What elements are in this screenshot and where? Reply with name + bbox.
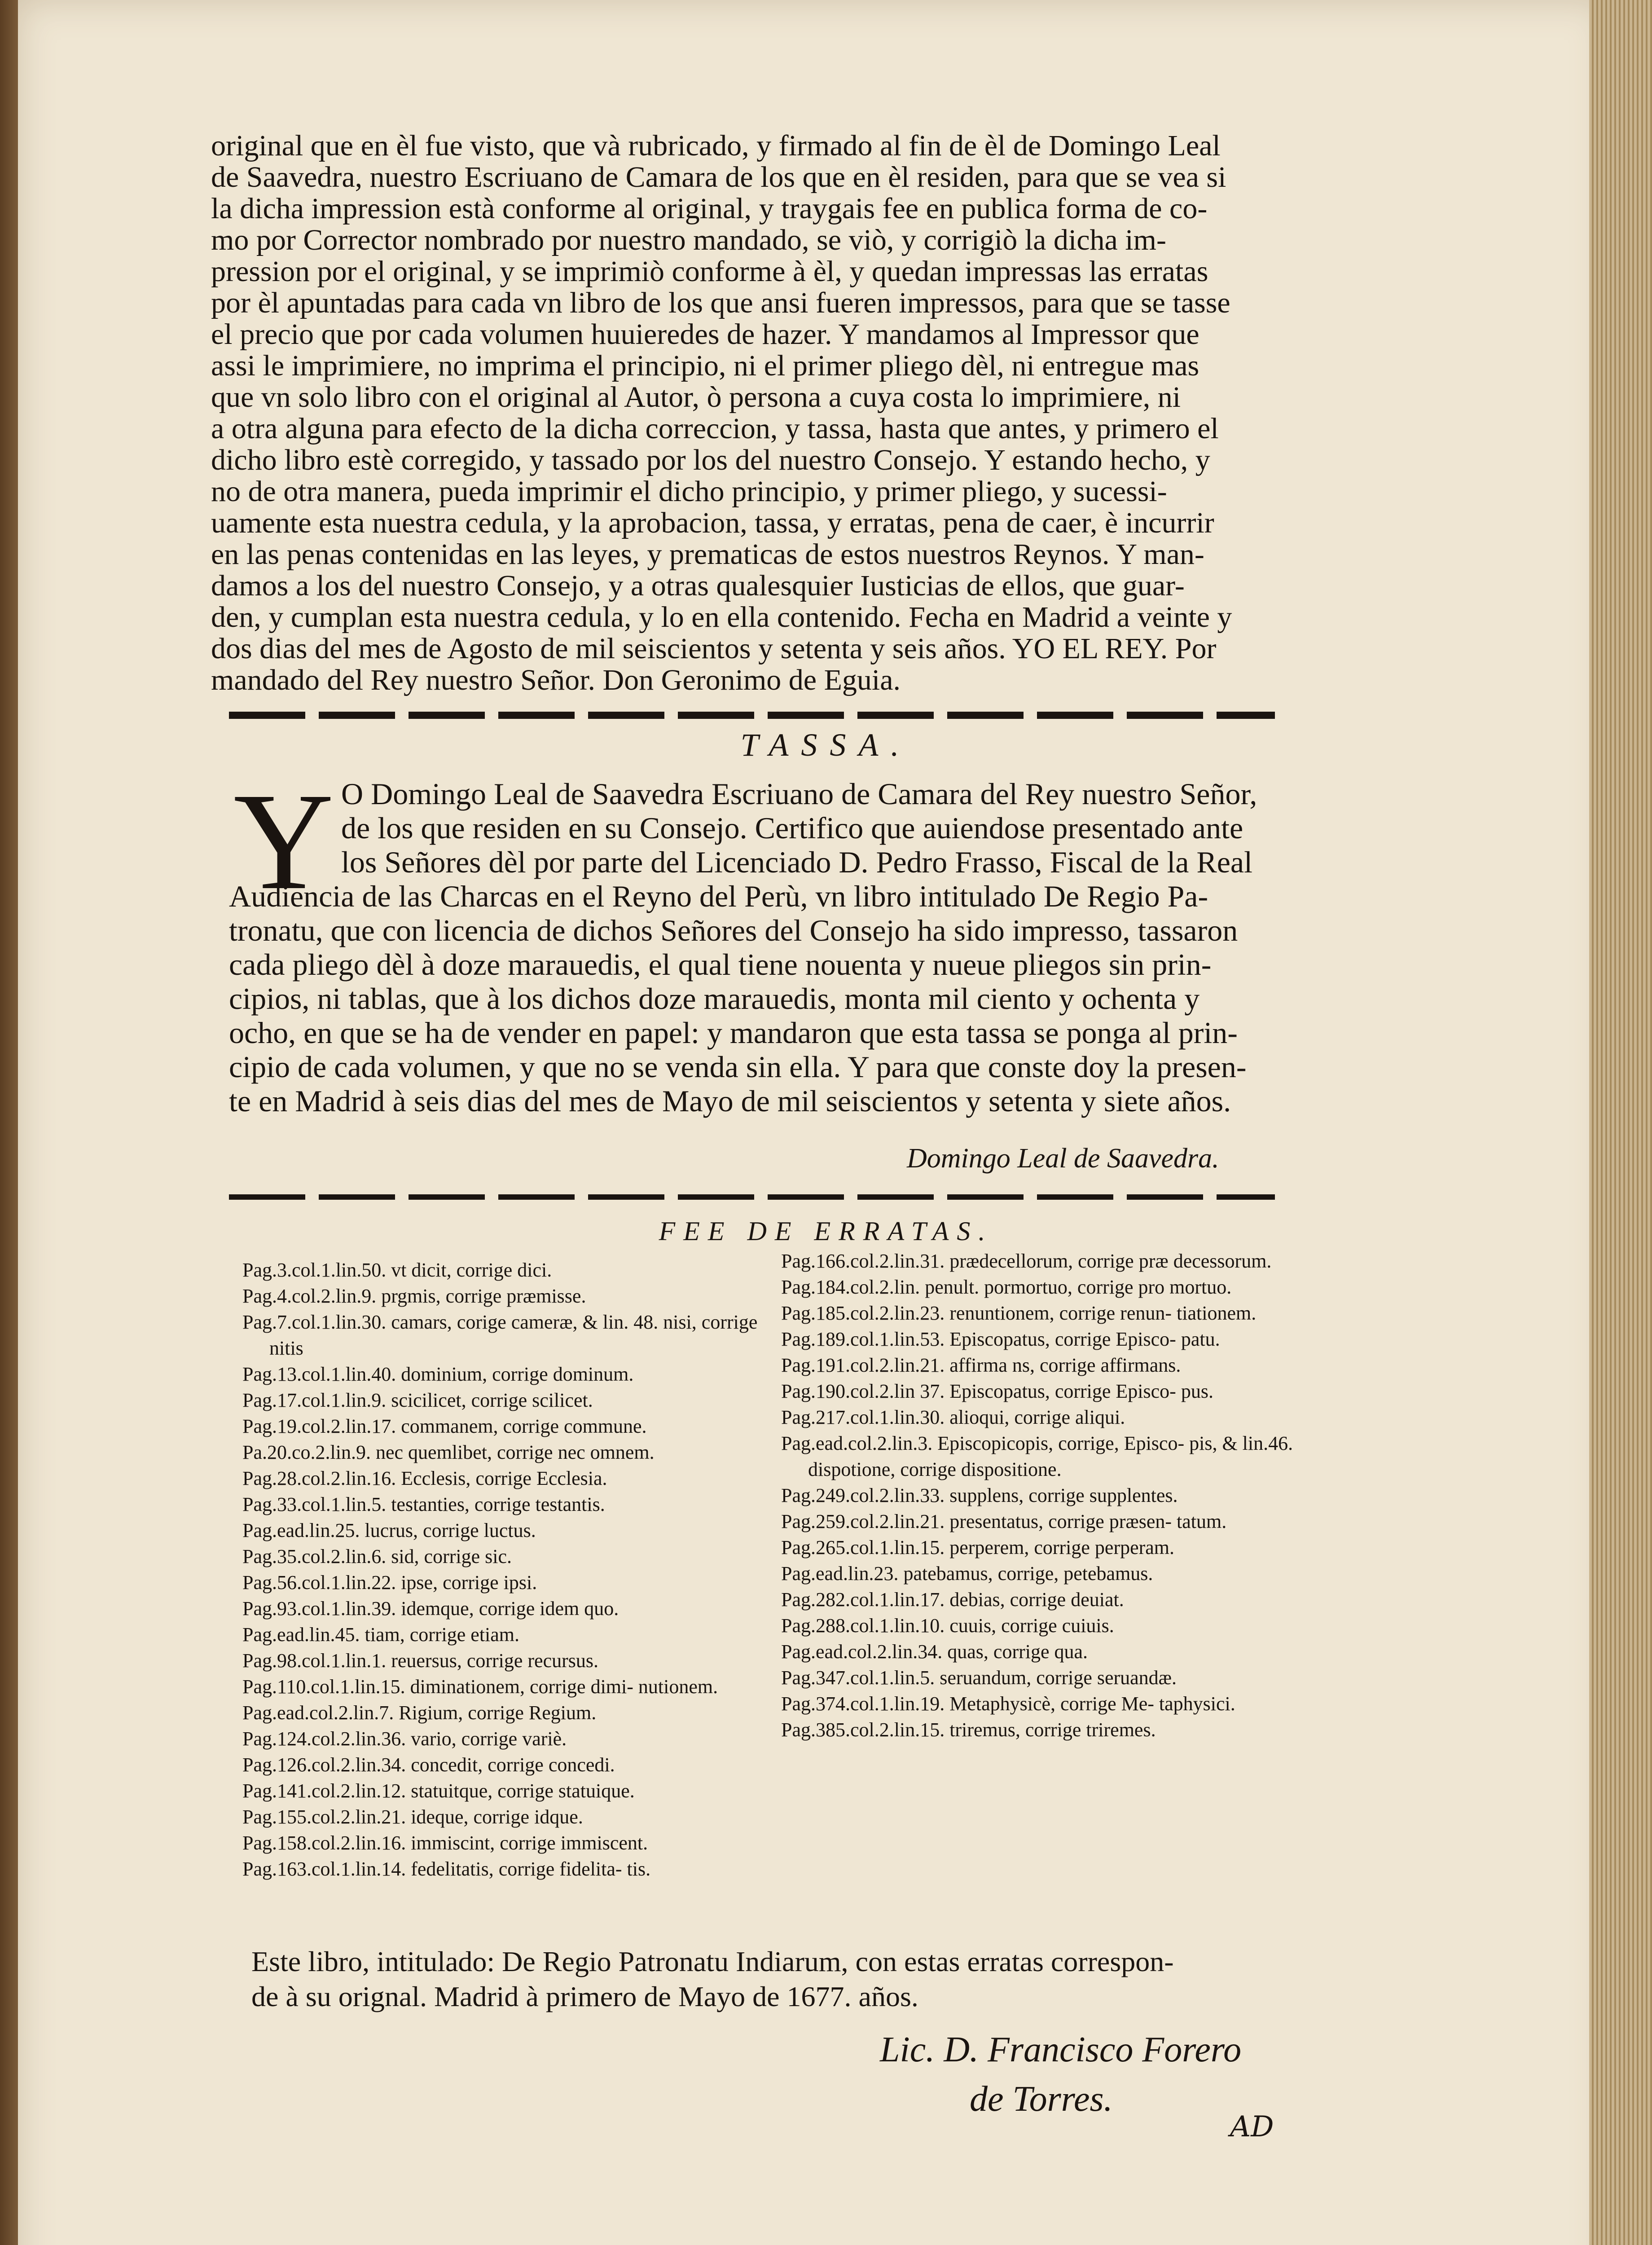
errata-item: Pag.141.col.2.lin.12. statuitque, corrige statuique. <box>242 1780 635 1802</box>
text-line: cipio de cada volumen, y que no se venda sin ella. Y para que conste doy la presen- <box>229 1050 1247 1084</box>
closing-statement <box>251 1944 1297 2014</box>
errata-item: Pag.374.col.1.lin.19. Metaphysicè, corrige Me- taphysici. <box>781 1693 1235 1715</box>
errata-item: Pag.185.col.2.lin.23. renuntionem, corrige renun- tiationem. <box>781 1302 1257 1324</box>
errata-item: Pag.ead.lin.25. lucrus, corrige luctus. <box>242 1519 536 1541</box>
errata-item: Pag.282.col.1.lin.17. debias, corrige deuiat. <box>781 1589 1124 1611</box>
errata-list-right <box>781 1248 1320 1743</box>
tassa-signature: Domingo Leal de Saavedra. <box>907 1143 1219 1174</box>
section-divider <box>229 1194 1275 1200</box>
errata-item: Pag.98.col.1.lin.1. reuersus, corrige recursus. <box>242 1650 599 1672</box>
text-line: mandado del Rey nuestro Señor. Don Geronimo de Eguia. <box>211 664 901 696</box>
errata-item: Pag.163.col.1.lin.14. fedelitatis, corrige fidelita- tis. <box>242 1858 651 1880</box>
errata-item: Pag.155.col.2.lin.21. ideque, corrige idque. <box>242 1806 583 1828</box>
text-line: pression por el original, y se imprimiò conforme à èl, y quedan impressas las erratas <box>211 255 1208 288</box>
text-line: original que en èl fue visto, que và rubricado, y firmado al fin de èl de Domingo Leal <box>211 129 1221 162</box>
catchword: AD <box>1230 2110 1274 2144</box>
text-line: la dicha impression està conforme al original, y traygais fee en publica forma de co- <box>211 192 1208 225</box>
errata-item: Pag.288.col.1.lin.10. cuuis, corrige cuiuis. <box>781 1615 1114 1637</box>
errata-item: Pag.ead.col.2.lin.34. quas, corrige qua. <box>781 1641 1088 1663</box>
text-line: en las penas contenidas en las leyes, y prematicas de estos nuestros Reynos. Y man- <box>211 538 1204 571</box>
errata-item: Pag.93.col.1.lin.39. idemque, corrige idem quo. <box>242 1598 619 1620</box>
errata-list-left <box>242 1257 781 1882</box>
page-stack-edge <box>1589 0 1652 2245</box>
text-line: no de otra manera, pueda imprimir el dicho principio, y primer pliego, y sucessi- <box>211 475 1167 508</box>
errata-item: Pag.3.col.1.lin.50. vt dicit, corrige dici. <box>242 1259 552 1281</box>
errata-item: Pag.190.col.2.lin 37. Episcopatus, corrige Episco- pus. <box>781 1380 1213 1402</box>
text-line: de Saavedra, nuestro Escriuano de Camara de los que en èl residen, para que se vea si <box>211 161 1226 194</box>
errata-item: Pag.124.col.2.lin.36. vario, corrige variè. <box>242 1728 567 1750</box>
errata-item: Pag.259.col.2.lin.21. presentatus, corrige præsen- tatum. <box>781 1510 1227 1532</box>
errata-item: Pag.158.col.2.lin.16. immiscint, corrige immiscent. <box>242 1832 648 1854</box>
text-line: den, y cumplan esta nuestra cedula, y lo en ella contenido. Fecha en Madrid a veinte y <box>211 601 1232 634</box>
text-line: damos a los del nuestro Consejo, y a otras qualesquier Iusticias de ellos, que guar- <box>211 569 1185 602</box>
text-line: te en Madrid à seis dias del mes de Mayo de mil seiscientos y setenta y siete años. <box>229 1084 1231 1118</box>
text-line: dicho libro estè corregido, y tassado por los del nuestro Consejo. Y estando hecho, y <box>211 444 1210 476</box>
text-line: Este libro, intitulado: De Regio Patronatu Indiarum, con estas erratas correspon- <box>251 1946 1174 1977</box>
errata-item: Pag.385.col.2.lin.15. triremus, corrige triremes. <box>781 1719 1156 1741</box>
text-line: a otra alguna para efecto de la dicha correccion, y tassa, hasta que antes, y primero el <box>211 412 1219 445</box>
text-line: ocho, en que se ha de vender en papel: y mandaron que esta tassa se ponga al prin- <box>229 1016 1238 1050</box>
errata-item: Pag.56.col.1.lin.22. ipse, corrige ipsi. <box>242 1572 537 1594</box>
text-line: tronatu, que con licencia de dichos Señores del Consejo ha sido impresso, tassaron <box>229 913 1238 947</box>
text-line: dos dias del mes de Agosto de mil seiscientos y setenta y seis años. YO EL REY. Por <box>211 632 1217 665</box>
errata-item: Pag.35.col.2.lin.6. sid, corrige sic. <box>242 1545 512 1567</box>
errata-item: Pag.217.col.1.lin.30. alioqui, corrige aliqui. <box>781 1406 1125 1428</box>
corrector-signature <box>880 2025 1241 2124</box>
errata-item: Pag.33.col.1.lin.5. testanties, corrige testantis. <box>242 1493 605 1515</box>
errata-item: Pag.166.col.2.lin.31. prædecellorum, corrige præ decessorum. <box>781 1250 1272 1272</box>
text-line: que vn solo libro con el original al Autor, ò persona a cuya costa lo imprimiere, ni <box>211 381 1181 414</box>
signature-line: Lic. D. Francisco Forero <box>880 2030 1242 2069</box>
errata-item: Pag.110.col.1.lin.15. diminationem, corrige dimi- nutionem. <box>242 1676 718 1698</box>
errata-item: Pag.ead.lin.45. tiam, corrige etiam. <box>242 1624 520 1646</box>
text-line: O Domingo Leal de Saavedra Escriuano de Camara del Rey nuestro Señor, <box>341 777 1257 811</box>
tassa-text <box>229 765 1288 1118</box>
drop-cap: Y <box>233 765 334 919</box>
royal-cedula-text <box>211 130 1288 696</box>
text-line: Audiencia de las Charcas en el Reyno del Perù, vn libro intitulado De Regio Pa- <box>229 879 1208 913</box>
errata-item: Pag.184.col.2.lin. penult. pormortuo, corrige pro mortuo. <box>781 1276 1232 1298</box>
text-line: por èl apuntadas para cada vn libro de los que ansi fueren impressos, para que se tasse <box>211 286 1230 319</box>
errata-item: Pag.4.col.2.lin.9. prgmis, corrige præmisse. <box>242 1285 586 1307</box>
errata-item: Pag.13.col.1.lin.40. dominium, corrige dominum. <box>242 1363 634 1385</box>
text-line: los Señores dèl por parte del Licenciado D. Pedro Frasso, Fiscal de la Real <box>341 845 1253 879</box>
text-line: uamente esta nuestra cedula, y la aprobacion, tassa, y erratas, pena de caer, è incurrir <box>211 506 1214 539</box>
text-line: assi le imprimiere, no imprima el principio, ni el primer pliego dèl, ni entregue mas <box>211 349 1199 382</box>
text-line: cipios, ni tablas, que à los dichos doze marauedis, monta mil ciento y ochenta y <box>229 982 1200 1016</box>
erratas-heading: FEE DE ERRATAS. <box>659 1216 993 1246</box>
text-line: de los que residen en su Consejo. Certifico que auiendose presentado ante <box>341 811 1243 845</box>
errata-item: Pag.19.col.2.lin.17. commanem, corrige commune. <box>242 1415 647 1437</box>
text-line: el precio que por cada volumen huuieredes de hazer. Y mandamos al Impressor que <box>211 318 1199 351</box>
errata-item: Pa.20.co.2.lin.9. nec quemlibet, corrige nec omnem. <box>242 1441 655 1463</box>
errata-item: Pag.265.col.1.lin.15. perperem, corrige perperam. <box>781 1536 1175 1558</box>
errata-item: Pag.249.col.2.lin.33. supplens, corrige supplentes. <box>781 1484 1178 1506</box>
errata-item: Pag.191.col.2.lin.21. affirma ns, corrige affirmans. <box>781 1354 1181 1376</box>
section-divider <box>229 712 1275 719</box>
errata-item: Pag.28.col.2.lin.16. Ecclesis, corrige Ecclesia. <box>242 1467 607 1489</box>
errata-item: Pag.17.col.1.lin.9. scicilicet, corrige scilicet. <box>242 1389 593 1411</box>
errata-item: Pag.189.col.1.lin.53. Episcopatus, corrige Episco- patu. <box>781 1328 1220 1350</box>
text-line: mo por Corrector nombrado por nuestro mandado, se viò, y corrigiò la dicha im- <box>211 224 1166 256</box>
errata-item: Pag.ead.col.2.lin.7. Rigium, corrige Regium. <box>242 1702 597 1724</box>
text-line: cada pliego dèl à doze marauedis, el qual tiene nouenta y nueue pliegos sin prin- <box>229 947 1212 982</box>
errata-item: Pag.ead.lin.23. patebamus, corrige, petebamus. <box>781 1563 1153 1585</box>
errata-item: Pag.ead.col.2.lin.3. Episcopicopis, corrige, Episco- pis, & lin.46. dispotione, corrige dispositione. <box>781 1432 1293 1480</box>
text-line: de à su orignal. Madrid à primero de Mayo de 1677. años. <box>251 1981 918 2012</box>
tassa-heading: TASSA. <box>740 727 912 763</box>
errata-item: Pag.347.col.1.lin.5. seruandum, corrige seruandæ. <box>781 1667 1177 1689</box>
errata-item: Pag.7.col.1.lin.30. camars, corige cameræ, & lin. 48. nisi, corrige nitis <box>242 1311 758 1359</box>
signature-line: de Torres. <box>970 2079 1113 2119</box>
errata-item: Pag.126.col.2.lin.34. concedit, corrige concedi. <box>242 1754 615 1776</box>
